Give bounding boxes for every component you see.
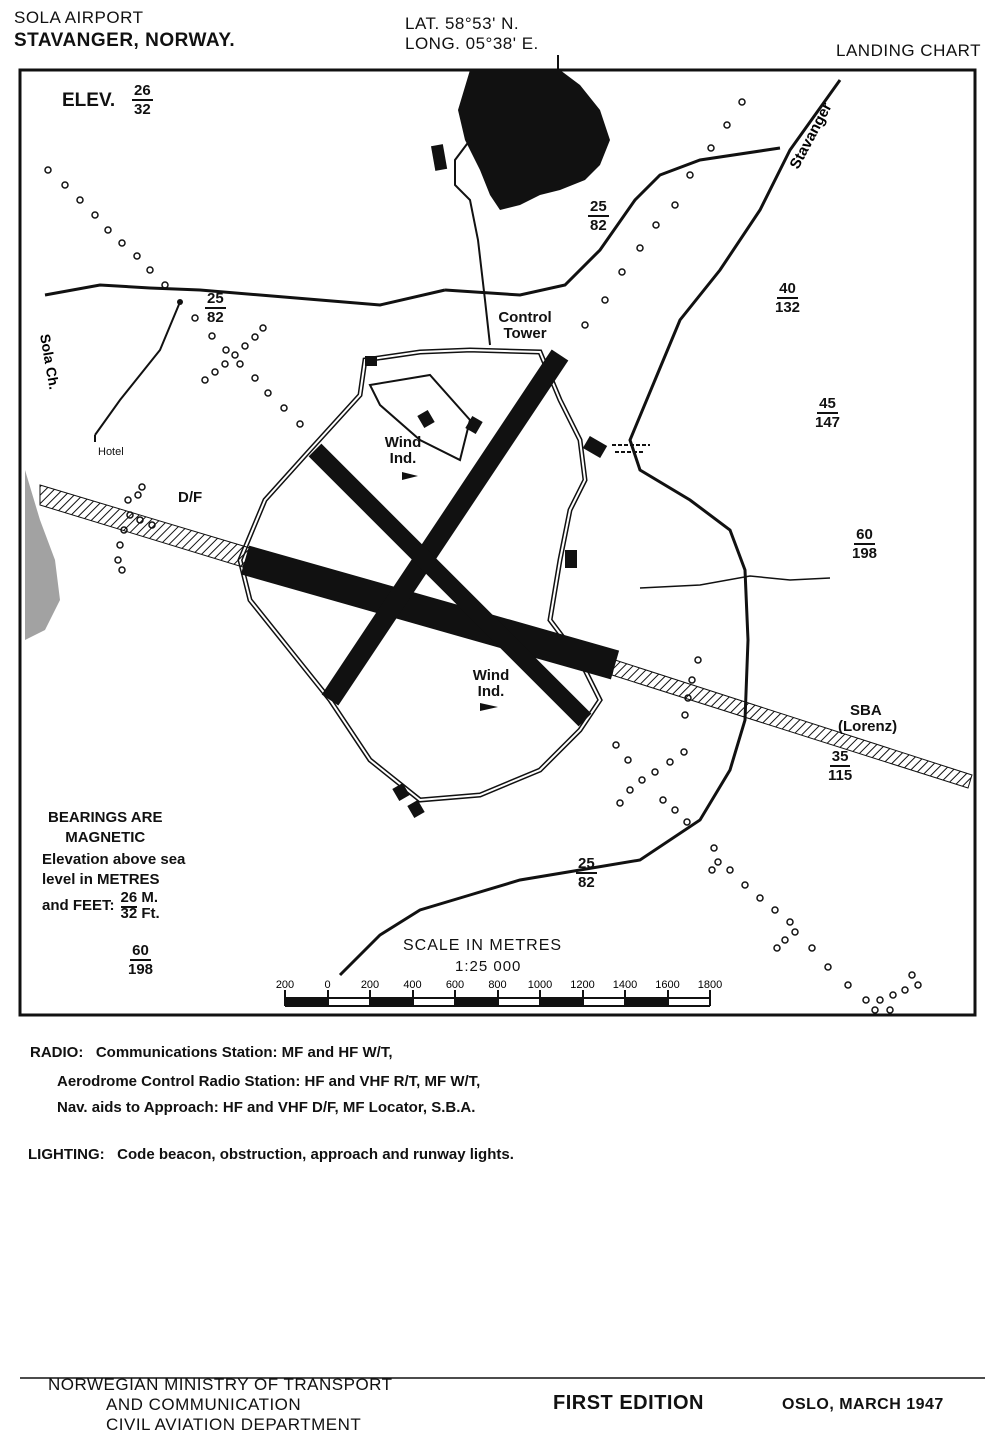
spot-height-feet: 82: [578, 874, 595, 891]
spot-height-metres: 25: [207, 290, 224, 307]
road-west: [45, 285, 445, 305]
building: [417, 410, 434, 428]
approach-strip-east: [612, 660, 972, 788]
bearings-note: [48, 808, 162, 848]
building: [365, 356, 377, 366]
ministry-line-1: NORWEGIAN MINISTRY OF TRANSPORT: [48, 1375, 393, 1394]
chart-type: LANDING CHART: [836, 41, 982, 60]
scale-segment: [625, 998, 668, 1006]
lighting-label: LIGHTING:: [28, 1146, 105, 1163]
place-date: OSLO, MARCH 1947: [782, 1396, 944, 1413]
scale-tick-label: 1400: [612, 979, 638, 991]
road-hotel: [95, 302, 180, 435]
sola-church-label: Sola Ch.: [37, 332, 63, 391]
radio-line-3: Nav. aids to Approach: HF and VHF D/F, MF Locator, S.B.A.: [57, 1099, 476, 1116]
elevation-label: ELEV.: [62, 90, 116, 111]
legend-elev-metres-unit: M.: [141, 889, 159, 906]
stavanger-road-label: Stavanger: [786, 99, 836, 172]
df-label: D/F: [178, 489, 203, 506]
building: [431, 144, 447, 171]
sba-label: SBA: [850, 702, 882, 719]
spot-height: [815, 395, 840, 431]
city-name: STAVANGER, NORWAY.: [14, 30, 236, 51]
scale-segment: [285, 998, 328, 1006]
spot-height: [576, 855, 597, 891]
wind-indicator-label: Wind Ind.: [384, 434, 422, 467]
spot-height-metres: 45: [819, 395, 836, 412]
spot-height: [588, 198, 609, 234]
radio-communications: Communications Station: MF and HF W/T,: [95, 1044, 393, 1061]
wind-indicator-arrow: [480, 703, 498, 711]
lighting-text: Code beacon, obstruction, approach and runway lights.: [117, 1146, 514, 1163]
scale-tick-label: 600: [445, 979, 465, 991]
spot-height: [205, 290, 226, 326]
spot-height-metres: 25: [590, 198, 607, 215]
scale-tick-labels: [276, 979, 722, 991]
scale-tick-label: 200: [360, 979, 380, 991]
road-east: [640, 576, 830, 588]
spot-height: [128, 942, 153, 978]
spot-height-metres: 60: [132, 942, 149, 959]
radio-line-2: Aerodrome Control Radio Station: HF and VHF R/T, MF W/T,: [57, 1073, 481, 1090]
scale-ratio: 1:25 000: [455, 958, 522, 975]
building: [392, 783, 409, 801]
ministry-line-3: CIVIL AVIATION DEPARTMENT: [106, 1415, 362, 1434]
spot-height: [828, 748, 852, 784]
elevation-note: [42, 850, 185, 922]
bearings-line-2: MAGNETIC: [65, 829, 146, 846]
scale-tick-label: 0: [324, 979, 331, 991]
spot-height-feet: 82: [207, 309, 224, 326]
scale-tick-label: 200: [275, 979, 295, 991]
radio-label: RADIO:: [30, 1044, 84, 1061]
building: [583, 436, 607, 458]
legend-elev-feet-unit: Ft.: [141, 905, 160, 922]
elevation-metres: 26: [134, 82, 151, 99]
airport-elevation: [132, 82, 153, 118]
spot-height: [775, 280, 800, 316]
spot-height-feet: 115: [828, 767, 853, 784]
legend-elev-metres: 26: [120, 889, 138, 906]
scale-tick-label: 800: [488, 979, 507, 991]
spot-height-metres: 25: [578, 855, 595, 872]
scale-segment: [540, 998, 583, 1006]
radio-line-1: [30, 1044, 393, 1061]
building: [407, 800, 424, 818]
building: [565, 550, 577, 568]
lighting-line: [28, 1146, 514, 1163]
elevation-note-line-2: level in METRES: [42, 871, 160, 888]
scale-tick-label: 1600: [655, 979, 680, 991]
longitude: LONG. 05°38' E.: [405, 34, 539, 53]
scale-segment: [455, 998, 498, 1006]
approach-strip-west: [40, 485, 250, 568]
road-junction-dot: [177, 299, 183, 305]
elevation-note-line-3: and FEET:: [42, 897, 115, 914]
spot-height: [852, 526, 877, 562]
scale-tick-label: 400: [403, 979, 422, 991]
scale-segment: [370, 998, 413, 1006]
airport-name: SOLA AIRPORT: [14, 8, 144, 27]
latitude: LAT. 58°53' N.: [405, 14, 520, 33]
edition: FIRST EDITION: [553, 1392, 704, 1414]
spot-height-feet: 82: [590, 217, 607, 234]
spot-height-feet: 132: [775, 299, 801, 316]
sba-sub-label: (Lorenz): [838, 718, 898, 735]
scale-title: SCALE IN METRES: [403, 937, 563, 954]
bearings-line-1: BEARINGS ARE: [48, 809, 163, 826]
spot-height-feet: 198: [852, 545, 878, 562]
scale-tick-label: 1000: [527, 979, 553, 991]
spot-height-feet: 147: [815, 414, 841, 431]
issuing-authority: [48, 1375, 393, 1435]
spot-height-metres: 40: [779, 280, 796, 297]
wind-indicator-arrow: [402, 472, 418, 480]
control-tower-label: Control Tower: [498, 309, 552, 342]
wind-indicator-label: Wind Ind.: [472, 667, 510, 700]
elevation-feet: 32: [134, 101, 151, 118]
elevation-note-line-1: Elevation above sea: [42, 851, 186, 868]
scale-tick-label: 1200: [570, 979, 595, 991]
ministry-line-2: AND COMMUNICATION: [106, 1395, 302, 1414]
hotel-label: Hotel: [98, 446, 124, 458]
spot-height-metres: 35: [831, 748, 849, 765]
spot-height-metres: 60: [856, 526, 873, 543]
legend-elev-feet: 32: [120, 905, 138, 922]
scale-tick-label: 1800: [697, 979, 723, 991]
spot-height-feet: 198: [128, 961, 154, 978]
sea-area: [458, 70, 610, 210]
